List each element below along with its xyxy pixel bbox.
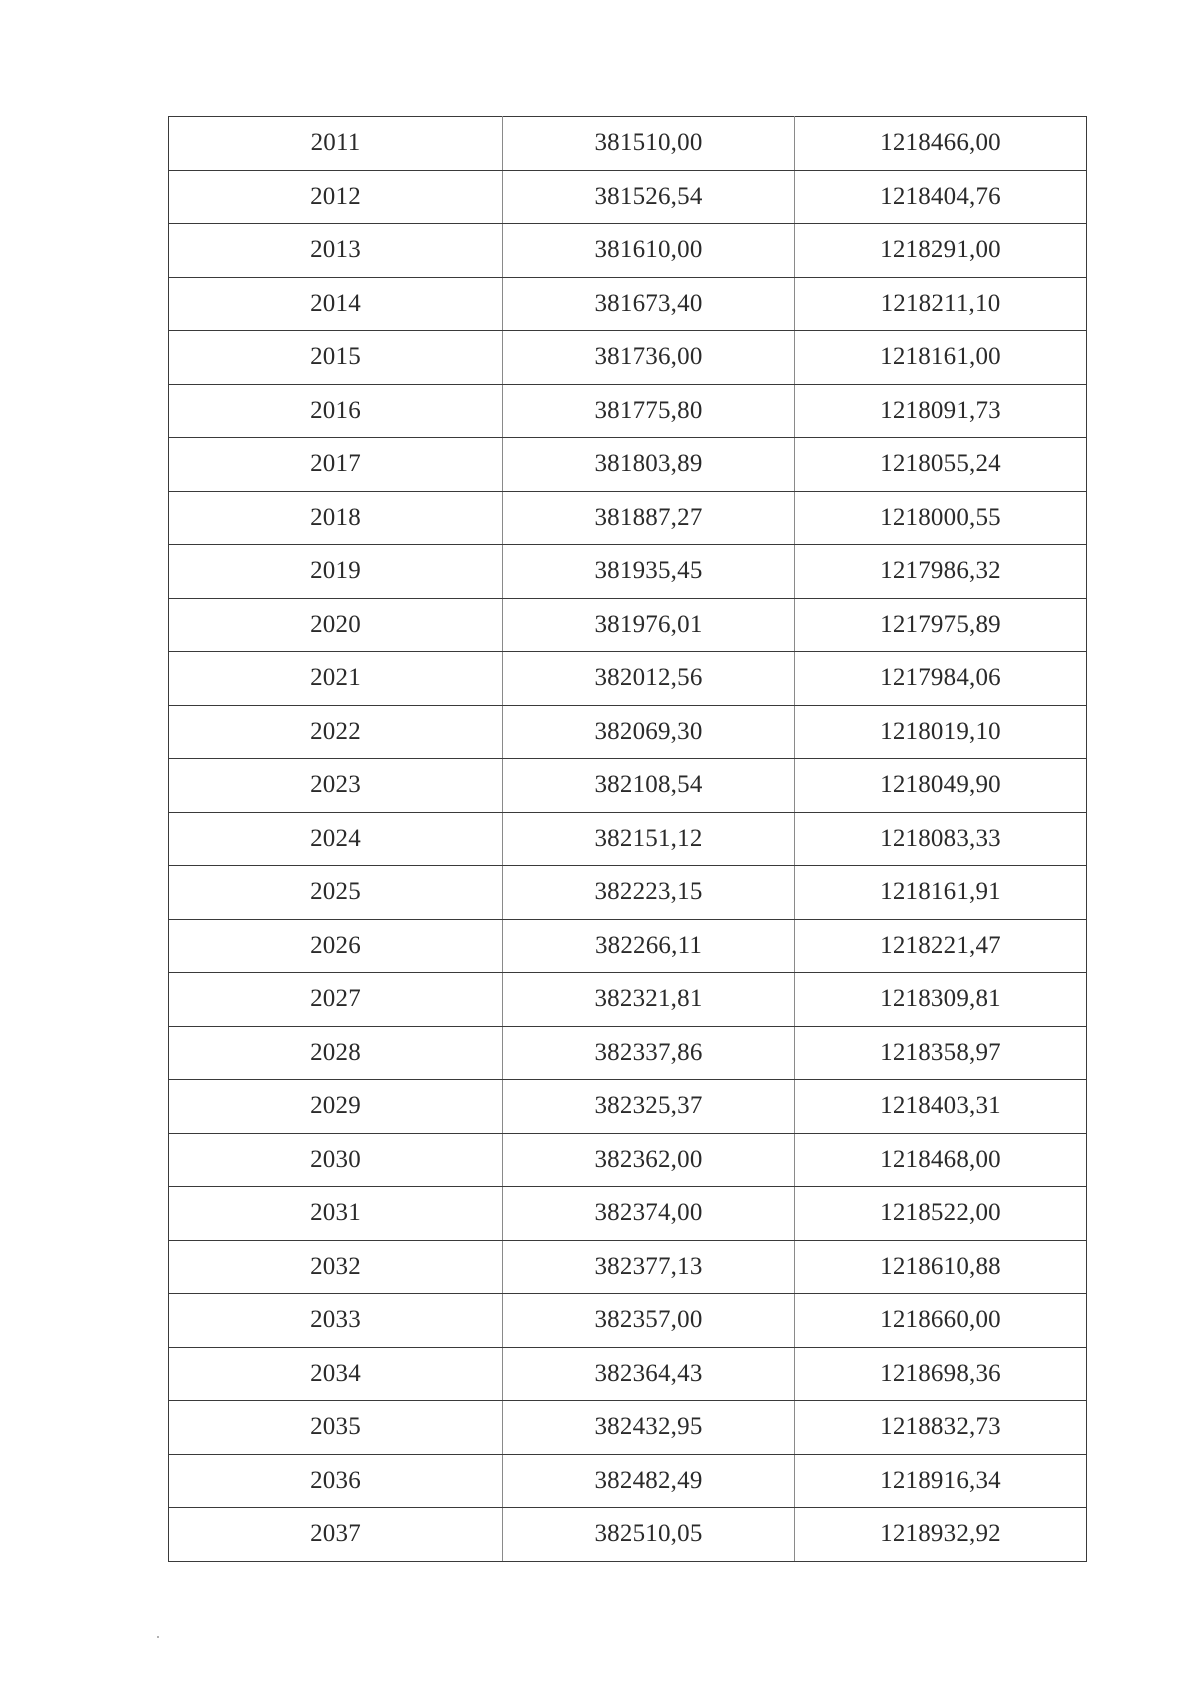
x-coordinate-cell: 382069,30 <box>503 705 795 759</box>
x-coordinate-cell: 382482,49 <box>503 1454 795 1508</box>
table-row <box>169 1080 1087 1134</box>
y-coordinate-cell: 1218358,97 <box>795 1026 1087 1080</box>
table-row <box>169 224 1087 278</box>
point-number-cell: 2029 <box>169 1080 503 1134</box>
point-number-cell: 2017 <box>169 438 503 492</box>
coordinates-table-body <box>169 117 1087 1562</box>
point-number-cell: 2014 <box>169 277 503 331</box>
y-coordinate-cell: 1218083,33 <box>795 812 1087 866</box>
x-coordinate-cell: 381673,40 <box>503 277 795 331</box>
x-coordinate-cell: 382337,86 <box>503 1026 795 1080</box>
y-coordinate-cell: 1218055,24 <box>795 438 1087 492</box>
y-coordinate-cell: 1218522,00 <box>795 1187 1087 1241</box>
table-row <box>169 117 1087 171</box>
table-row <box>169 277 1087 331</box>
point-number-cell: 2015 <box>169 331 503 385</box>
y-coordinate-cell: 1218000,55 <box>795 491 1087 545</box>
table-row <box>169 331 1087 385</box>
point-number-cell: 2024 <box>169 812 503 866</box>
point-number-cell: 2037 <box>169 1508 503 1562</box>
table-row <box>169 1508 1087 1562</box>
point-number-cell: 2016 <box>169 384 503 438</box>
x-coordinate-cell: 382151,12 <box>503 812 795 866</box>
table-row <box>169 1294 1087 1348</box>
point-number-cell: 2021 <box>169 652 503 706</box>
y-coordinate-cell: 1218468,00 <box>795 1133 1087 1187</box>
coordinates-table <box>168 116 1087 1562</box>
x-coordinate-cell: 382108,54 <box>503 759 795 813</box>
x-coordinate-cell: 382374,00 <box>503 1187 795 1241</box>
table-row <box>169 491 1087 545</box>
y-coordinate-cell: 1217986,32 <box>795 545 1087 599</box>
y-coordinate-cell: 1218091,73 <box>795 384 1087 438</box>
y-coordinate-cell: 1218211,10 <box>795 277 1087 331</box>
y-coordinate-cell: 1218019,10 <box>795 705 1087 759</box>
table-row <box>169 384 1087 438</box>
y-coordinate-cell: 1218404,76 <box>795 170 1087 224</box>
x-coordinate-cell: 382325,37 <box>503 1080 795 1134</box>
y-coordinate-cell: 1218161,00 <box>795 331 1087 385</box>
x-coordinate-cell: 382266,11 <box>503 919 795 973</box>
x-coordinate-cell: 382362,00 <box>503 1133 795 1187</box>
y-coordinate-cell: 1218610,88 <box>795 1240 1087 1294</box>
x-coordinate-cell: 381526,54 <box>503 170 795 224</box>
y-coordinate-cell: 1218832,73 <box>795 1401 1087 1455</box>
point-number-cell: 2035 <box>169 1401 503 1455</box>
point-number-cell: 2022 <box>169 705 503 759</box>
table-row <box>169 973 1087 1027</box>
x-coordinate-cell: 381775,80 <box>503 384 795 438</box>
scan-speck <box>157 1636 159 1638</box>
point-number-cell: 2020 <box>169 598 503 652</box>
x-coordinate-cell: 382321,81 <box>503 973 795 1027</box>
x-coordinate-cell: 381976,01 <box>503 598 795 652</box>
table-row <box>169 1454 1087 1508</box>
x-coordinate-cell: 381887,27 <box>503 491 795 545</box>
table-row <box>169 866 1087 920</box>
y-coordinate-cell: 1218161,91 <box>795 866 1087 920</box>
table-row <box>169 919 1087 973</box>
point-number-cell: 2030 <box>169 1133 503 1187</box>
table-row <box>169 652 1087 706</box>
x-coordinate-cell: 382364,43 <box>503 1347 795 1401</box>
x-coordinate-cell: 381510,00 <box>503 117 795 171</box>
point-number-cell: 2012 <box>169 170 503 224</box>
point-number-cell: 2018 <box>169 491 503 545</box>
point-number-cell: 2019 <box>169 545 503 599</box>
x-coordinate-cell: 382012,56 <box>503 652 795 706</box>
y-coordinate-cell: 1218291,00 <box>795 224 1087 278</box>
point-number-cell: 2027 <box>169 973 503 1027</box>
table-row <box>169 438 1087 492</box>
x-coordinate-cell: 381803,89 <box>503 438 795 492</box>
y-coordinate-cell: 1218403,31 <box>795 1080 1087 1134</box>
y-coordinate-cell: 1218309,81 <box>795 973 1087 1027</box>
point-number-cell: 2032 <box>169 1240 503 1294</box>
x-coordinate-cell: 381935,45 <box>503 545 795 599</box>
x-coordinate-cell: 381610,00 <box>503 224 795 278</box>
table-row <box>169 1240 1087 1294</box>
y-coordinate-cell: 1218932,92 <box>795 1508 1087 1562</box>
table-row <box>169 1133 1087 1187</box>
point-number-cell: 2026 <box>169 919 503 973</box>
table-row <box>169 170 1087 224</box>
y-coordinate-cell: 1218916,34 <box>795 1454 1087 1508</box>
y-coordinate-cell: 1218221,47 <box>795 919 1087 973</box>
y-coordinate-cell: 1217975,89 <box>795 598 1087 652</box>
point-number-cell: 2011 <box>169 117 503 171</box>
x-coordinate-cell: 382432,95 <box>503 1401 795 1455</box>
x-coordinate-cell: 382377,13 <box>503 1240 795 1294</box>
y-coordinate-cell: 1218698,36 <box>795 1347 1087 1401</box>
x-coordinate-cell: 382510,05 <box>503 1508 795 1562</box>
x-coordinate-cell: 382223,15 <box>503 866 795 920</box>
x-coordinate-cell: 381736,00 <box>503 331 795 385</box>
y-coordinate-cell: 1218660,00 <box>795 1294 1087 1348</box>
point-number-cell: 2036 <box>169 1454 503 1508</box>
table-row <box>169 812 1087 866</box>
x-coordinate-cell: 382357,00 <box>503 1294 795 1348</box>
point-number-cell: 2034 <box>169 1347 503 1401</box>
point-number-cell: 2013 <box>169 224 503 278</box>
table-row <box>169 1401 1087 1455</box>
y-coordinate-cell: 1217984,06 <box>795 652 1087 706</box>
point-number-cell: 2033 <box>169 1294 503 1348</box>
table-row <box>169 759 1087 813</box>
point-number-cell: 2025 <box>169 866 503 920</box>
table-row <box>169 1026 1087 1080</box>
point-number-cell: 2028 <box>169 1026 503 1080</box>
table-row <box>169 598 1087 652</box>
point-number-cell: 2023 <box>169 759 503 813</box>
table-row <box>169 705 1087 759</box>
y-coordinate-cell: 1218466,00 <box>795 117 1087 171</box>
table-row <box>169 1187 1087 1241</box>
table-row <box>169 1347 1087 1401</box>
y-coordinate-cell: 1218049,90 <box>795 759 1087 813</box>
point-number-cell: 2031 <box>169 1187 503 1241</box>
table-row <box>169 545 1087 599</box>
